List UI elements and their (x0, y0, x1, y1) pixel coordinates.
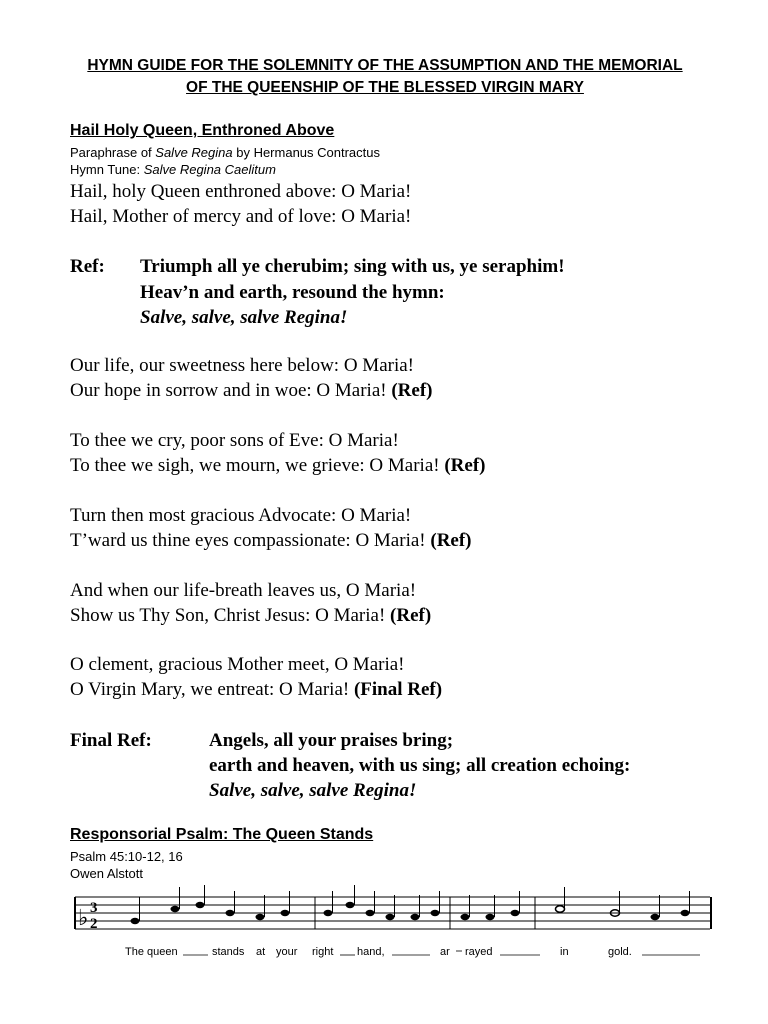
hymn-paraphrase (70, 145, 380, 161)
lyric: at (256, 946, 266, 958)
verse4-line2 (70, 530, 472, 552)
final-refrain-line2: earth and heaven, with us sing; all creation echoing: (209, 755, 631, 776)
refrain-label: Ref: (70, 256, 105, 277)
lyric: right (312, 946, 334, 958)
lyric: hand, (357, 946, 385, 958)
document-title (40, 55, 730, 99)
verse5-line2-text: Show us Thy Son, Christ Jesus: O Maria! (70, 605, 391, 626)
ref-marker: (Ref) (391, 380, 433, 401)
title-line-2: OF THE QUEENSHIP OF THE BLESSED VIRGIN MARY (186, 79, 584, 96)
verse6-line2 (70, 679, 442, 701)
verse3-line1: To thee we cry, poor sons of Eve: O Maria! (70, 430, 399, 451)
refrain-line2: Heav’n and earth, resound the hymn: (140, 282, 445, 303)
paraphrase-prefix: Paraphrase of (70, 145, 156, 160)
paraphrase-title: Salve Regina (155, 145, 233, 160)
verse1-line1: Hail, holy Queen enthroned above: O Maria! (70, 181, 412, 202)
lyric: stands (212, 946, 245, 958)
final-refrain-line1: Angels, all your praises bring; (209, 730, 454, 751)
final-refrain-label: Final Ref: (70, 730, 152, 751)
verse6-line2-text: O Virgin Mary, we entreat: O Maria! (70, 679, 354, 700)
final-refrain-line3: Salve, salve, salve Regina! (209, 780, 417, 801)
psalm-composer: Owen Alstott (70, 866, 143, 881)
refrain-line3: Salve, salve, salve Regina! (140, 307, 348, 328)
lyric: rayed (465, 946, 493, 958)
tune-name: Salve Regina Caelitum (143, 162, 276, 177)
music-staff (70, 885, 720, 963)
ref-marker: (Ref) (430, 530, 472, 551)
lyric: gold. (608, 946, 632, 958)
ref-marker: (Ref) (444, 455, 486, 476)
psalm-heading: Responsorial Psalm: The Queen Stands (70, 826, 374, 843)
verse6-line1: O clement, gracious Mother meet, O Maria! (70, 654, 405, 675)
bflat-key-signature: ♭ (78, 906, 89, 931)
time-sig-bottom: 2 (90, 916, 98, 932)
verse1-line2: Hail, Mother of mercy and of love: O Maria! (70, 206, 412, 227)
paraphrase-suffix: by Hermanus Contractus (232, 145, 381, 160)
verse4-line1: Turn then most gracious Advocate: O Maria! (70, 505, 412, 526)
verse2-line2 (70, 380, 432, 402)
lyric: in (560, 946, 569, 958)
refrain-line1: Triumph all ye cherubim; sing with us, ye seraphim! (140, 256, 565, 277)
ref-marker: (Ref) (390, 605, 432, 626)
hymn-tune (70, 162, 276, 178)
verse3-line2-text: To thee we sigh, we mourn, we grieve: O Maria! (70, 455, 445, 476)
verse2-line2-text: Our hope in sorrow and in woe: O Maria! (70, 380, 392, 401)
verse5-line1: And when our life-breath leaves us, O Maria! (70, 580, 417, 601)
psalm-reference: Psalm 45:10-12, 16 (70, 849, 183, 864)
lyric: ar (440, 946, 450, 958)
lyric: your (276, 946, 298, 958)
final-ref-marker: (Final Ref) (353, 679, 443, 700)
lyric: The queen (125, 946, 178, 958)
hymn-heading: Hail Holy Queen, Enthroned Above (70, 122, 335, 139)
verse5-line2 (70, 605, 431, 627)
time-sig-top: 3 (90, 900, 98, 916)
verse4-line2-text: T’ward us thine eyes compassionate: O Maria! (70, 530, 431, 551)
tune-prefix: Hymn Tune: (70, 162, 144, 177)
verse2-line1: Our life, our sweetness here below: O Maria! (70, 355, 414, 376)
title-line-1: HYMN GUIDE FOR THE SOLEMNITY OF THE ASSUMPTION AND THE MEMORIAL (87, 57, 683, 74)
verse3-line2 (70, 455, 485, 477)
